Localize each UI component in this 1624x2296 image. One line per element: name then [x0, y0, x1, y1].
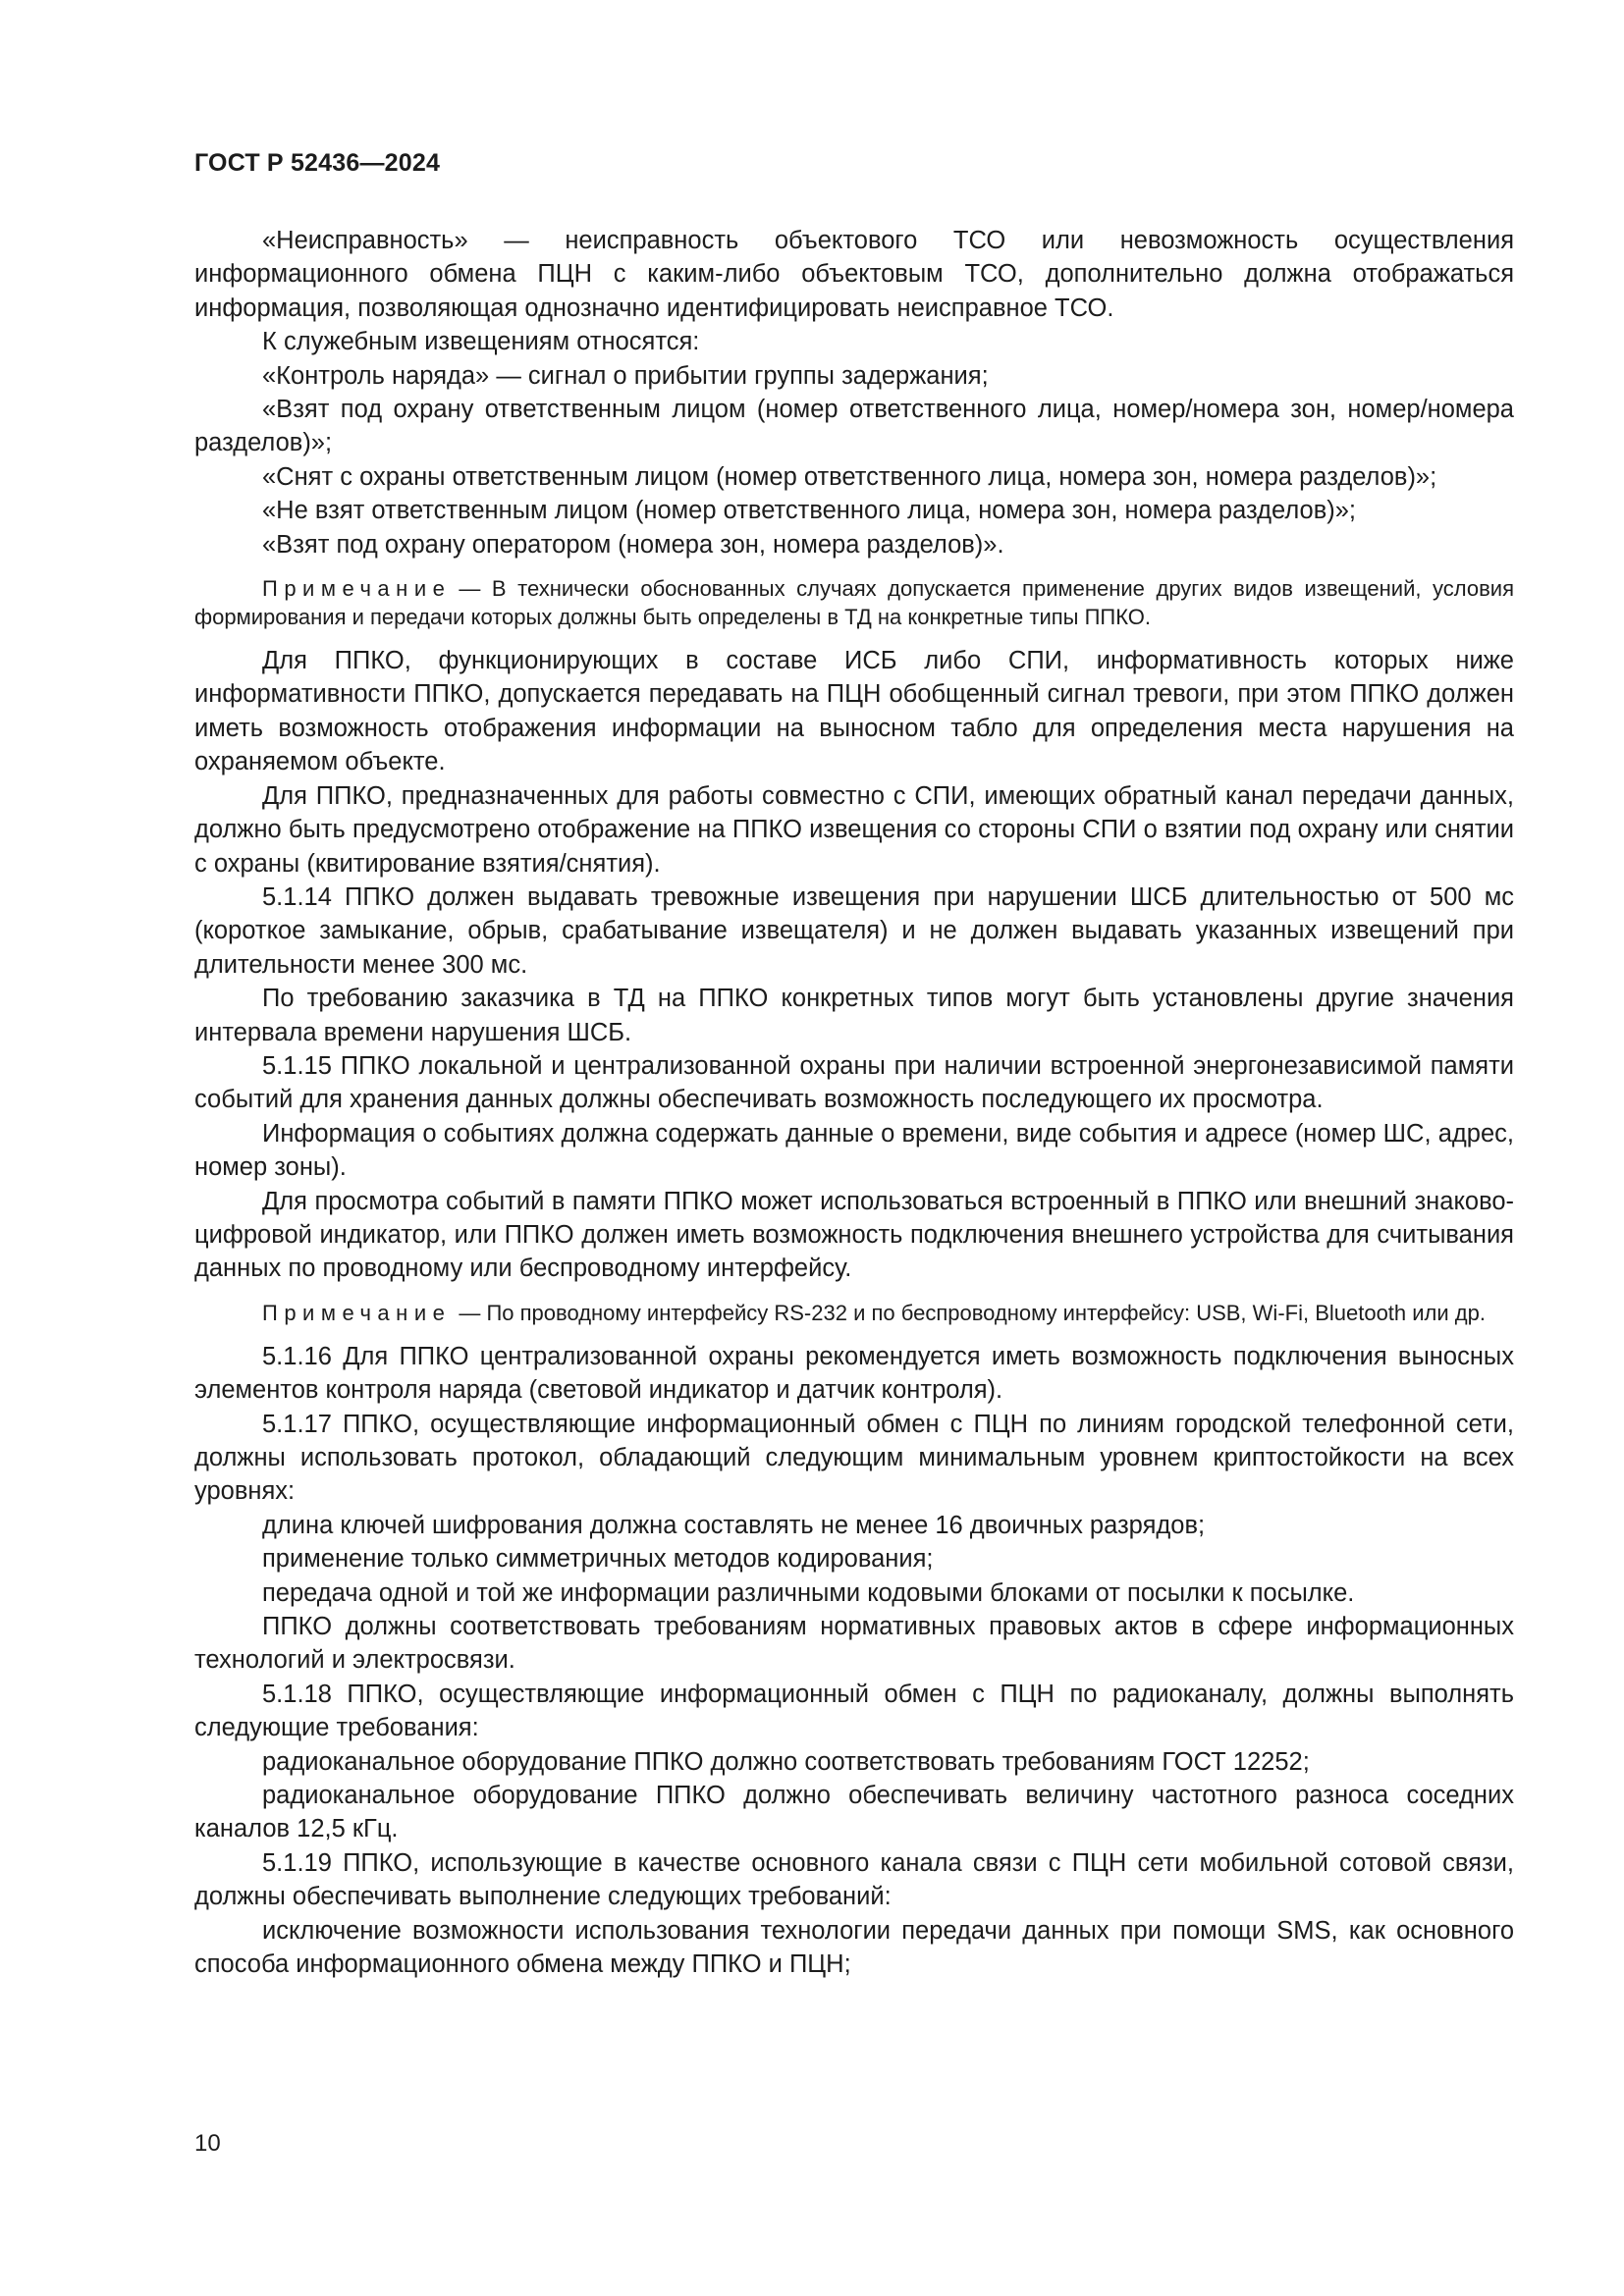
note-text: — По проводному интерфейсу RS-232 и по беспроводному интерфейсу: USB, Wi-Fi, Bluetooth или др. [459, 1300, 1486, 1325]
paragraph: 5.1.17 ППКО, осуществляющие информационный обмен с ПЦН по линиям городской телефонной сети, должны использовать протокол, обладающий следующим минимальным уровнем криптостойкости на всех уровнях: [194, 1410, 1514, 1506]
page-number: 10 [194, 2130, 221, 2157]
note-label: Примечание [262, 576, 452, 602]
paragraph: радиоканальное оборудование ППКО должно соответствовать требованиям ГОСТ 12252; [262, 1747, 1310, 1776]
paragraph: «Не взят ответственным лицом (номер ответственного лица, номера зон, номера разделов)»; [262, 497, 1356, 525]
paragraph: «Взят под охрану оператором (номера зон, номера разделов)». [262, 530, 1004, 559]
note [194, 574, 1514, 631]
paragraph: 5.1.14 ППКО должен выдавать тревожные извещения при нарушении ШСБ длительностью от 500 мс (короткое замыкание, обрыв, срабатывание извещателя) и не должен выдавать указанных извещений при длительности менее 300 мс. [194, 882, 1514, 979]
paragraph: «Взят под охрану ответственным лицом (номер ответственного лица, номер/номера зон, номер/номера разделов)»; [194, 396, 1514, 457]
paragraph: По требованию заказчика в ТД на ППКО конкретных типов могут быть установлены другие значения интервала времени нарушения ШСБ. [194, 985, 1514, 1046]
document-body [194, 224, 1514, 1982]
paragraph: передача одной и той же информации различными кодовыми блоками от посылки к посылке. [262, 1578, 1355, 1607]
note-label: Примечание [262, 1300, 452, 1325]
paragraph: 5.1.15 ППКО локальной и централизованной охраны при наличии встроенной энергонезависимой памяти событий для хранения данных должны обеспечивать возможность последующего их просмотра. [194, 1051, 1514, 1114]
note [194, 1299, 1514, 1327]
paragraph: «Контроль наряда» — сигнал о прибытии группы задержания; [262, 361, 989, 390]
paragraph: «Неисправность» — неисправность объектового ТСО или невозможность осуществления информационного обмена ПЦН с каким-либо объектовым ТСО, дополнительно должна отображаться информация, позволяющая однозначно идентифицировать неисправное ТСО. [194, 227, 1514, 322]
paragraph: К служебным извещениям относятся: [262, 328, 700, 356]
paragraph: применение только симметричных методов кодирования; [262, 1545, 934, 1574]
standard-id-header: ГОСТ Р 52436—2024 [194, 149, 441, 177]
paragraph: 5.1.19 ППКО, использующие в качестве основного канала связи с ПЦН сети мобильной сотовой связи, должны обеспечивать выполнение следующих требований: [194, 1848, 1514, 1911]
paragraph: 5.1.18 ППКО, осуществляющие информационный обмен с ПЦН по радиоканалу, должны выполнять следующие требования: [194, 1680, 1514, 1742]
paragraph: Информация о событиях должна содержать данные о времени, виде события и адресе (номер ШС, адрес, номер зоны). [194, 1119, 1514, 1182]
paragraph: 5.1.16 Для ППКО централизованной охраны рекомендуется иметь возможность подключения выносных элементов контроля наряда (световой индикатор и датчик контроля). [194, 1342, 1514, 1405]
paragraph: Для ППКО, функционирующих в составе ИСБ либо СПИ, информативность которых ниже информативности ППКО, допускается передавать на ПЦН обобщенный сигнал тревоги, при этом ППКО должен иметь возможность отображения информации на выносном табло для определения места нарушения на охраняемом объекте. [194, 647, 1514, 776]
paragraph: «Снят с охраны ответственным лицом (номер ответственного лица, номера зон, номера разделов)»; [262, 462, 1437, 491]
note-text: — В технически обоснованных случаях допускается применение других видов извещений, условия формирования и передачи которых должны быть определены в ТД на конкретные типы ППКО. [194, 576, 1514, 630]
paragraph: исключение возможности использования технологии передачи данных при помощи SMS, как основного способа информационного обмена между ППКО и ПЦН; [194, 1916, 1514, 1979]
paragraph: длина ключей шифрования должна составлять не менее 16 двоичных разрядов; [262, 1511, 1206, 1539]
paragraph: радиоканальное оборудование ППКО должно обеспечивать величину частотного разноса соседних каналов 12,5 кГц. [194, 1782, 1514, 1843]
paragraph: Для просмотра событий в памяти ППКО может использоваться встроенный в ППКО или внешний знаково-цифровой индикатор, или ППКО должен иметь возможность подключения внешнего устройства для считывания данных по проводному или беспроводному интерфейсу. [194, 1187, 1514, 1283]
paragraph: Для ППКО, предназначенных для работы совместно с СПИ, имеющих обратный канал передачи данных, должно быть предусмотрено отображение на ППКО извещения со стороны СПИ о взятии под охрану или снятии с охраны (квитирование взятия/снятия). [194, 781, 1514, 878]
paragraph: ППКО должны соответствовать требованиям нормативных правовых актов в сфере информационных технологий и электросвязи. [194, 1613, 1514, 1675]
